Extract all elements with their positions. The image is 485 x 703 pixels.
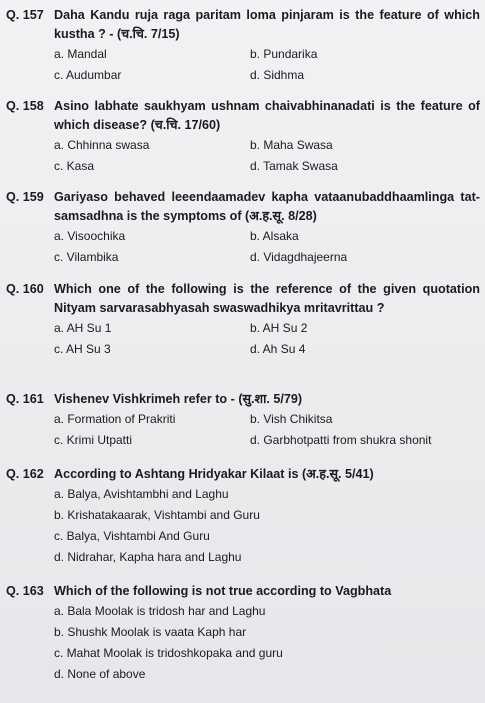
options-list bbox=[54, 601, 480, 685]
option-b: b. Maha Swasa bbox=[250, 138, 333, 152]
question-number: Q. 158 bbox=[6, 99, 44, 113]
option-c: c. Krimi Utpatti bbox=[54, 433, 133, 447]
question-158 bbox=[6, 97, 480, 177]
question-160 bbox=[6, 280, 480, 360]
option-a: a. AH Su 1 bbox=[54, 321, 112, 335]
question-header bbox=[6, 582, 480, 601]
option-b: b. Vish Chikitsa bbox=[250, 412, 333, 426]
question-text: Daha Kandu ruja raga paritam loma pinjaram is the feature of which kustha ? - (च.चि. 7/15) bbox=[54, 8, 480, 41]
question-161 bbox=[6, 390, 480, 451]
options-grid bbox=[54, 135, 480, 177]
option-d: d. Ah Su 4 bbox=[250, 342, 306, 356]
option-c: c. Balya, Vishtambi And Guru bbox=[54, 529, 210, 543]
question-number: Q. 159 bbox=[6, 190, 44, 204]
option-d: d. Vidagdhajeerna bbox=[250, 250, 348, 264]
option-d: d. Garbhotpatti from shukra shonit bbox=[250, 433, 432, 447]
question-number: Q. 162 bbox=[6, 467, 44, 481]
option-b: b. Pundarika bbox=[250, 47, 318, 61]
question-header bbox=[6, 188, 480, 226]
option-a: a. Visoochika bbox=[54, 229, 126, 243]
options-grid bbox=[54, 226, 480, 268]
option-a: a. Formation of Prakriti bbox=[54, 412, 176, 426]
option-c: c. AH Su 3 bbox=[54, 342, 111, 356]
option-a: a. Bala Moolak is tridosh har and Laghu bbox=[54, 604, 266, 618]
option-a: a. Mandal bbox=[54, 47, 107, 61]
question-number: Q. 160 bbox=[6, 282, 44, 296]
question-text: Which of the following is not true according to Vagbhata bbox=[54, 584, 392, 598]
question-number: Q. 157 bbox=[6, 8, 44, 22]
question-159 bbox=[6, 188, 480, 268]
question-text: Gariyaso behaved leeendaamadev kapha vataanubaddhaamlinga tat-samsadhna is the symptoms of (अ.ह.सू. 8/28) bbox=[54, 190, 480, 223]
question-text: Which one of the following is the reference of the given quotation Nityam sarvarasabhyasah swaswadhikya mritavrittau ? bbox=[54, 282, 480, 315]
option-c: c. Mahat Moolak is tridoshkopaka and guru bbox=[54, 646, 283, 660]
option-d: d. None of above bbox=[54, 667, 146, 681]
options-list bbox=[54, 484, 480, 568]
options-grid bbox=[54, 409, 480, 451]
question-header bbox=[6, 390, 480, 409]
option-b: b. Alsaka bbox=[250, 229, 299, 243]
option-b: b. Krishatakaarak, Vishtambi and Guru bbox=[54, 508, 260, 522]
option-a: a. Chhinna swasa bbox=[54, 138, 150, 152]
question-162 bbox=[6, 465, 480, 568]
option-b: b. AH Su 2 bbox=[250, 321, 308, 335]
question-header bbox=[6, 280, 480, 318]
option-a: a. Balya, Avishtambhi and Laghu bbox=[54, 487, 229, 501]
option-d: d. Tamak Swasa bbox=[250, 159, 338, 173]
question-157 bbox=[6, 6, 480, 86]
question-text: According to Ashtang Hridyakar Kilaat is (अ.ह.सू. 5/41) bbox=[54, 467, 374, 481]
question-number: Q. 163 bbox=[6, 584, 44, 598]
question-text: Asino labhate saukhyam ushnam chaivabhinanadati is the feature of which disease? (च.चि. 17/60) bbox=[54, 99, 480, 132]
question-number: Q. 161 bbox=[6, 392, 44, 406]
option-c: c. Audumbar bbox=[54, 68, 122, 82]
question-163 bbox=[6, 582, 480, 685]
option-d: d. Nidrahar, Kapha hara and Laghu bbox=[54, 550, 242, 564]
option-c: c. Kasa bbox=[54, 159, 95, 173]
option-d: d. Sidhma bbox=[250, 68, 305, 82]
question-header bbox=[6, 465, 480, 484]
question-header bbox=[6, 97, 480, 135]
question-header bbox=[6, 6, 480, 44]
question-text: Vishenev Vishkrimeh refer to - (सु.शा. 5/79) bbox=[54, 392, 303, 406]
option-b: b. Shushk Moolak is vaata Kaph har bbox=[54, 625, 247, 639]
options-grid bbox=[54, 318, 480, 360]
option-c: c. Vilambika bbox=[54, 250, 119, 264]
options-grid bbox=[54, 44, 480, 86]
